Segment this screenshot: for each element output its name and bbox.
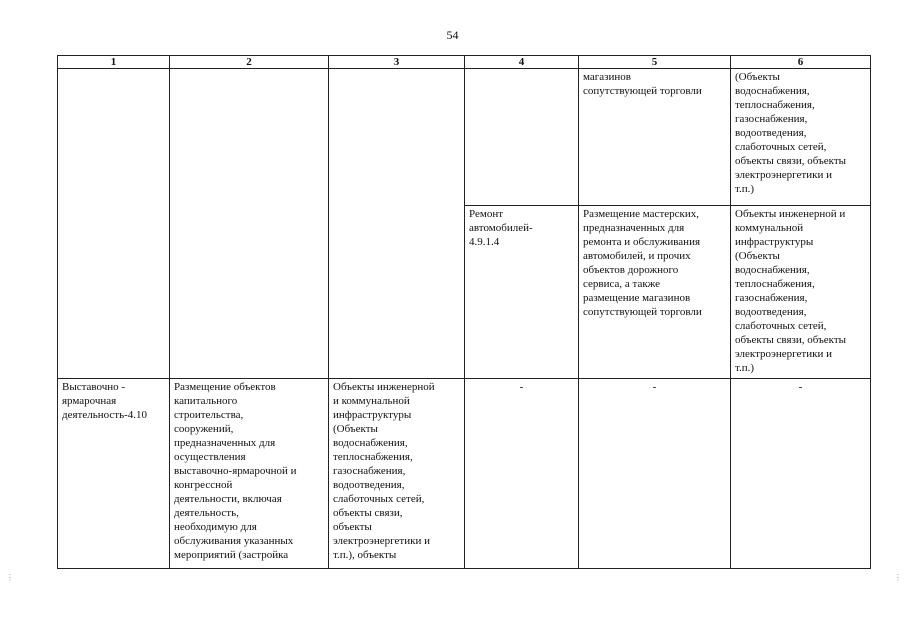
column-header: 6 <box>731 56 871 69</box>
table-cell: - <box>731 379 871 569</box>
table-cell: (Объекты водоснабжения, теплоснабжения, газоснабжения, водоотведения, слаботочных сетей, объекты связи, объекты электроэнергетики и т.п.) <box>731 69 871 206</box>
table-cell: магазинов сопутствующей торговли <box>579 69 731 206</box>
left-edge-mark: ⋮ <box>6 573 14 582</box>
column-header: 3 <box>329 56 465 69</box>
table-cell: Объекты инженерной и коммунальной инфраструктуры (Объекты водоснабжения, теплоснабжения, газоснабжения, водоотведения, слаботочных сетей, объекты связи, объекты электроэнергетики и т.п.) <box>731 206 871 379</box>
table-row <box>58 69 871 206</box>
header-row <box>58 56 871 69</box>
column-header: 1 <box>58 56 170 69</box>
table-cell: - <box>465 379 579 569</box>
page-number: 54 <box>446 28 459 42</box>
table-cell: Объекты инженерной и коммунальной инфраструктуры (Объекты водоснабжения, теплоснабжения, газоснабжения, водоотведения, слаботочных сетей, объекты связи, объекты электроэнергетики и т.п.), объекты <box>329 379 465 569</box>
table-cell: Размещение объектов капитального строительства, сооружений, предназначенных для осуществления выставочно-ярмарочной и конгрессной деятельности, включая деятельность, необходимую для обслуживания указанных мероприятий (застройка <box>170 379 329 569</box>
table-row <box>58 379 871 569</box>
land-use-table <box>57 55 871 569</box>
table-cell <box>329 69 465 379</box>
column-header: 2 <box>170 56 329 69</box>
table-cell <box>58 69 170 379</box>
table-cell: Ремонт автомобилей- 4.9.1.4 <box>465 206 579 379</box>
table-cell: - <box>579 379 731 569</box>
table-cell: Выставочно - ярмарочная деятельность-4.10 <box>58 379 170 569</box>
right-edge-mark: ⋮ <box>894 573 902 582</box>
table-cell <box>465 69 579 206</box>
table-cell: Размещение мастерских, предназначенных для ремонта и обслуживания автомобилей, и прочих объектов дорожного сервиса, а также размещение магазинов сопутствующей торговли <box>579 206 731 379</box>
table-cell <box>170 69 329 379</box>
column-header: 5 <box>579 56 731 69</box>
column-header: 4 <box>465 56 579 69</box>
